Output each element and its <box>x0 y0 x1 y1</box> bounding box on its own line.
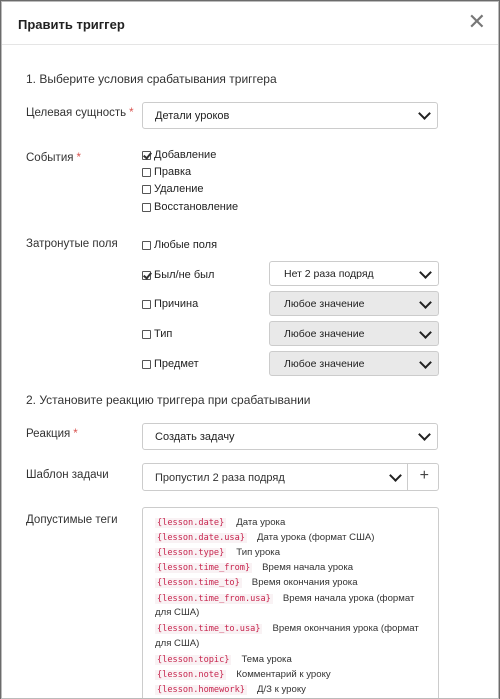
section-2-heading: 2. Установите реакцию триггера при срабатывании <box>26 393 311 407</box>
entity-label-text: Целевая сущность <box>26 107 127 119</box>
event-delete-label: Удаление <box>154 183 204 195</box>
field-attendance-checkbox[interactable] <box>142 269 214 281</box>
field-attendance-select-value: Нет 2 раза подряд <box>284 268 374 280</box>
tag-line <box>155 622 433 636</box>
checkbox-icon[interactable] <box>142 360 151 369</box>
tag-code: {lesson.time_from.usa} <box>157 594 271 604</box>
any-fields-checkbox[interactable] <box>142 239 217 251</box>
section-1-heading: 1. Выберите условия срабатывания триггера <box>26 72 277 86</box>
tag-line <box>155 592 433 606</box>
field-reason-label: Причина <box>154 298 199 310</box>
checkbox-icon[interactable] <box>142 330 151 339</box>
tag-desc: Время начала урока (формат <box>282 593 415 604</box>
chevron-down-icon <box>419 326 432 339</box>
tag-code: {lesson.date.usa} <box>157 533 245 543</box>
tag-desc: Время начала урока <box>262 562 354 573</box>
tag-desc: Д/З к уроку <box>256 684 306 695</box>
field-subject-select[interactable] <box>269 351 439 376</box>
reaction-select[interactable] <box>142 423 438 450</box>
tag-code: {lesson.note} <box>157 670 225 680</box>
event-restore-label: Восстановление <box>154 201 239 213</box>
tags-label: Допустимые теги <box>26 514 118 526</box>
event-delete-checkbox[interactable] <box>142 183 204 195</box>
tag-desc: Тема урока <box>241 654 292 665</box>
chevron-down-icon <box>419 356 432 369</box>
close-icon[interactable]: ✕ <box>467 9 486 34</box>
tag-desc: Комментарий к уроку <box>236 669 331 680</box>
field-subject-label: Предмет <box>154 358 199 370</box>
chevron-down-icon <box>419 266 432 279</box>
event-edit-label: Правка <box>154 166 192 178</box>
tag-code: {lesson.homework} <box>157 685 245 695</box>
any-fields-label: Любые поля <box>154 239 218 251</box>
events-label-text: События <box>26 152 74 164</box>
checkbox-icon[interactable] <box>142 168 151 177</box>
field-type-checkbox[interactable] <box>142 328 172 340</box>
tag-line <box>155 561 433 575</box>
tag-line <box>155 576 433 590</box>
entity-select[interactable] <box>142 102 438 129</box>
tag-desc: Дата урока (формат США) <box>256 532 375 543</box>
field-type-select[interactable] <box>269 321 439 346</box>
tag-line-continuation: для США) <box>155 638 200 649</box>
edit-trigger-dialog <box>1 1 499 699</box>
tag-line <box>155 668 433 682</box>
tag-line-continuation: для США) <box>155 607 200 618</box>
tag-desc: Время окончания урока (формат <box>272 623 419 634</box>
checkbox-icon[interactable] <box>142 203 151 212</box>
events-label <box>26 152 81 164</box>
field-type-select-value: Любое значение <box>284 328 365 340</box>
tag-code: {lesson.type} <box>157 548 225 558</box>
field-attendance-select[interactable] <box>269 261 439 286</box>
checkbox-checked-icon[interactable] <box>142 271 151 280</box>
required-mark: * <box>76 152 81 164</box>
event-edit-checkbox[interactable] <box>142 166 191 178</box>
tag-line <box>155 683 433 697</box>
field-reason-select[interactable] <box>269 291 439 316</box>
tag-line <box>155 531 433 545</box>
tag-line <box>155 516 433 530</box>
chevron-down-icon <box>418 107 431 120</box>
event-add-label: Добавление <box>154 149 217 161</box>
reaction-select-value: Создать задачу <box>155 431 235 443</box>
field-reason-select-value: Любое значение <box>284 298 365 310</box>
tag-code: {lesson.time_from} <box>157 563 251 573</box>
add-template-button[interactable]: + <box>419 467 429 484</box>
field-reason-checkbox[interactable] <box>142 298 198 310</box>
tag-line <box>155 653 433 667</box>
tag-code: {lesson.time_to.usa} <box>157 624 261 634</box>
fields-label: Затронутые поля <box>26 238 118 250</box>
chevron-down-icon <box>389 469 402 482</box>
required-mark: * <box>73 428 78 440</box>
field-subject-select-value: Любое значение <box>284 358 365 370</box>
checkbox-icon[interactable] <box>142 185 151 194</box>
field-attendance-label: Был/не был <box>154 269 215 281</box>
tag-code: {lesson.topic} <box>157 655 230 665</box>
tag-line <box>155 546 433 560</box>
chevron-down-icon <box>418 428 431 441</box>
reaction-label-text: Реакция <box>26 428 71 440</box>
tags-box <box>142 507 439 699</box>
template-label: Шаблон задачи <box>26 469 109 481</box>
checkbox-icon[interactable] <box>142 300 151 309</box>
tag-code: {lesson.date} <box>157 518 225 528</box>
tag-desc: Тип урока <box>236 547 281 558</box>
event-restore-checkbox[interactable] <box>142 201 238 213</box>
checkbox-checked-icon[interactable] <box>142 151 151 160</box>
tag-code: {lesson.time_to} <box>157 578 240 588</box>
dialog-title: Править триггер <box>18 17 125 32</box>
event-add-checkbox[interactable] <box>142 149 216 161</box>
divider <box>407 464 408 490</box>
reaction-label <box>26 428 78 440</box>
tag-desc: Время окончания урока <box>251 577 358 588</box>
field-type-label: Тип <box>154 328 173 340</box>
required-mark: * <box>129 107 134 119</box>
chevron-down-icon <box>419 296 432 309</box>
dialog-header <box>2 2 498 45</box>
template-select[interactable] <box>142 463 439 491</box>
template-select-value: Пропустил 2 раза подряд <box>155 472 285 484</box>
tag-desc: Дата урока <box>236 517 286 528</box>
field-subject-checkbox[interactable] <box>142 358 199 370</box>
entity-label <box>26 107 134 119</box>
checkbox-icon[interactable] <box>142 241 151 250</box>
entity-select-value: Детали уроков <box>155 110 230 122</box>
